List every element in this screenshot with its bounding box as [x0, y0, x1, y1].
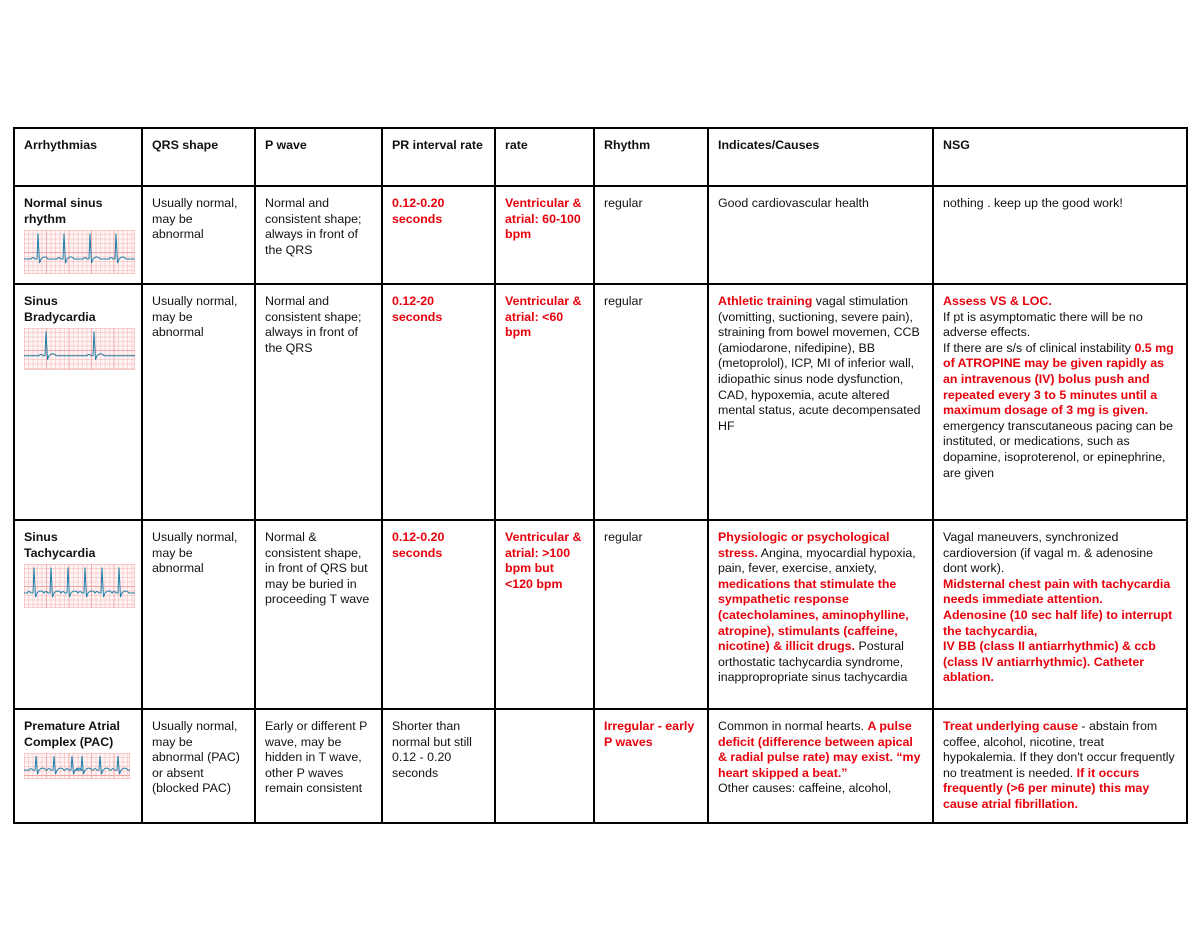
body-text: Vagal maneuvers, synchronized cardioversion (if vagal m. & adenosine dont work). [943, 530, 1154, 576]
emphasis-text: Athletic training [718, 294, 813, 308]
body-text: nothing . keep up the good work! [943, 196, 1123, 210]
ecg-strip-normal-icon [24, 230, 135, 274]
body-text: Postural orthostatic tachycardia syndrome, inappropropriate sinus tachycardia [718, 639, 908, 685]
causes-cell [708, 709, 933, 823]
nsg-cell [933, 709, 1187, 823]
body-text: emergency transcutaneous pacing can be instituted, or medications, such as dopamine, isoproterenol, or epinephrine, are given [943, 418, 1174, 480]
pwave-cell: Normal & consistent shape, in front of QRS but may be buried in proceeding T wave [255, 520, 382, 709]
rhythm-cell: regular [594, 186, 708, 284]
emphasis-text: Midsternal chest pain with tachycardia needs immediate attention. [943, 576, 1171, 607]
ecg-strip-pac-icon [24, 753, 130, 779]
rate-cell [495, 709, 594, 823]
header-causes: Indicates/Causes [708, 128, 933, 186]
emphasis-text: Treat underlying cause [943, 719, 1078, 733]
body-text: Common in normal hearts. [718, 719, 868, 733]
table-row [14, 186, 1187, 284]
emphasis-text: Adenosine (10 sec half life) to interrupt the tachycardia, [943, 607, 1173, 638]
header-p-wave: P wave [255, 128, 382, 186]
pwave-cell: Normal and consistent shape; always in front of the QRS [255, 186, 382, 284]
emphasis-text: Assess VS & LOC. [943, 294, 1052, 308]
header-rhythm: Rhythm [594, 128, 708, 186]
body-text: Other causes: caffeine, alcohol, [718, 781, 892, 796]
header-row [14, 128, 1187, 186]
qrs-cell: Usually normal, may be abnormal [142, 186, 255, 284]
rhythm-cell: regular [594, 284, 708, 520]
arrhythmia-table [13, 127, 1188, 824]
emphasis-text: A pulse deficit (difference between apical & radial pulse rate) may exist. “my heart skipped a beat.” [718, 719, 921, 780]
emphasis-text: medications that stimulate the sympathetic response (catecholamines, aminophylline, atropine), stimulants (caffeine, nicotine) & illicit drugs. [718, 576, 909, 654]
body-text: If there are s/s of clinical instability [943, 340, 1135, 355]
causes-cell [708, 284, 933, 520]
arrhythmia-cell [14, 709, 142, 823]
table-row [14, 284, 1187, 520]
qrs-cell: Usually normal, may be abnormal [142, 520, 255, 709]
header-pr-interval: PR interval rate [382, 128, 495, 186]
arrhythmia-cell [14, 284, 142, 520]
table-row [14, 520, 1187, 709]
header-qrs-shape: QRS shape [142, 128, 255, 186]
pr-cell: 0.12-0.20 seconds [382, 520, 495, 709]
rate-cell: Ventricular & atrial: <60 bpm [495, 284, 594, 520]
body-text: vagal stimulation (vomitting, suctioning, severe pain), straining from bowel movemen, CCB (amiodarone, nifedipine), BB (metoprolol), ICP, MI of inferior wall, idiopathic sinus node dysfunction, CAD, hypoxemia, acute altered mental status, acute decompensated HF [718, 294, 921, 433]
arrhythmia-name: Premature Atrial Complex (PAC) [24, 719, 120, 749]
emphasis-text: Physiologic or psychological stress. [718, 530, 890, 560]
emphasis-text: IV BB (class II antiarrhythmic) & ccb (class IV antiarrhythmic). Catheter ablation. [943, 639, 1156, 685]
causes-cell [708, 186, 933, 284]
qrs-cell: Usually normal, may be abnormal (PAC) or absent (blocked PAC) [142, 709, 255, 823]
body-text: Angina, myocardial hypoxia, pain, fever, exercise, anxiety, [718, 545, 916, 576]
table-row [14, 709, 1187, 823]
nsg-cell [933, 520, 1187, 709]
nsg-cell [933, 186, 1187, 284]
rhythm-cell: Irregular - early P waves [594, 709, 708, 823]
ecg-strip-tachy-icon [24, 564, 135, 608]
arrhythmia-name: Sinus Bradycardia [24, 294, 96, 324]
causes-cell [708, 520, 933, 709]
pr-cell: 0.12-20 seconds [382, 284, 495, 520]
rate-cell: Ventricular & atrial: 60-100 bpm [495, 186, 594, 284]
pr-cell: 0.12-0.20 seconds [382, 186, 495, 284]
arrhythmia-cell [14, 520, 142, 709]
pwave-cell: Early or different P wave, may be hidden in T wave, other P waves remain consistent [255, 709, 382, 823]
body-text: If pt is asymptomatic there will be no adverse effects. [943, 309, 1143, 340]
qrs-cell: Usually normal, may be abnormal [142, 284, 255, 520]
ecg-strip-brady-icon [24, 328, 135, 370]
emphasis-text: 0.5 mg of ATROPINE may be given rapidly as an intravenous (IV) bolus push and repeated every 3 to 5 minutes until a maximum dosage of 3 mg is given. [943, 340, 1174, 418]
emphasis-text: If it occurs frequently (>6 per minute) this may cause atrial fibrillation. [943, 765, 1150, 811]
arrhythmia-name: Sinus Tachycardia [24, 530, 96, 560]
nsg-cell [933, 284, 1187, 520]
body-text: - abstain from coffee, alcohol, nicotine, treat hypokalemia. If they don't occur frequently no treatment is needed. [943, 719, 1175, 780]
arrhythmia-cell [14, 186, 142, 284]
body-text: Good cardiovascular health [718, 196, 869, 210]
header-nsg: NSG [933, 128, 1187, 186]
rhythm-cell: regular [594, 520, 708, 709]
header-rate: rate [495, 128, 594, 186]
pr-cell: Shorter than normal but still 0.12 - 0.20 seconds [382, 709, 495, 823]
header-arrhythmias: Arrhythmias [14, 128, 142, 186]
pwave-cell: Normal and consistent shape; always in front of the QRS [255, 284, 382, 520]
rate-cell: Ventricular & atrial: >100 bpm but <120 bpm [495, 520, 594, 709]
arrhythmia-name: Normal sinus rhythm [24, 196, 103, 226]
